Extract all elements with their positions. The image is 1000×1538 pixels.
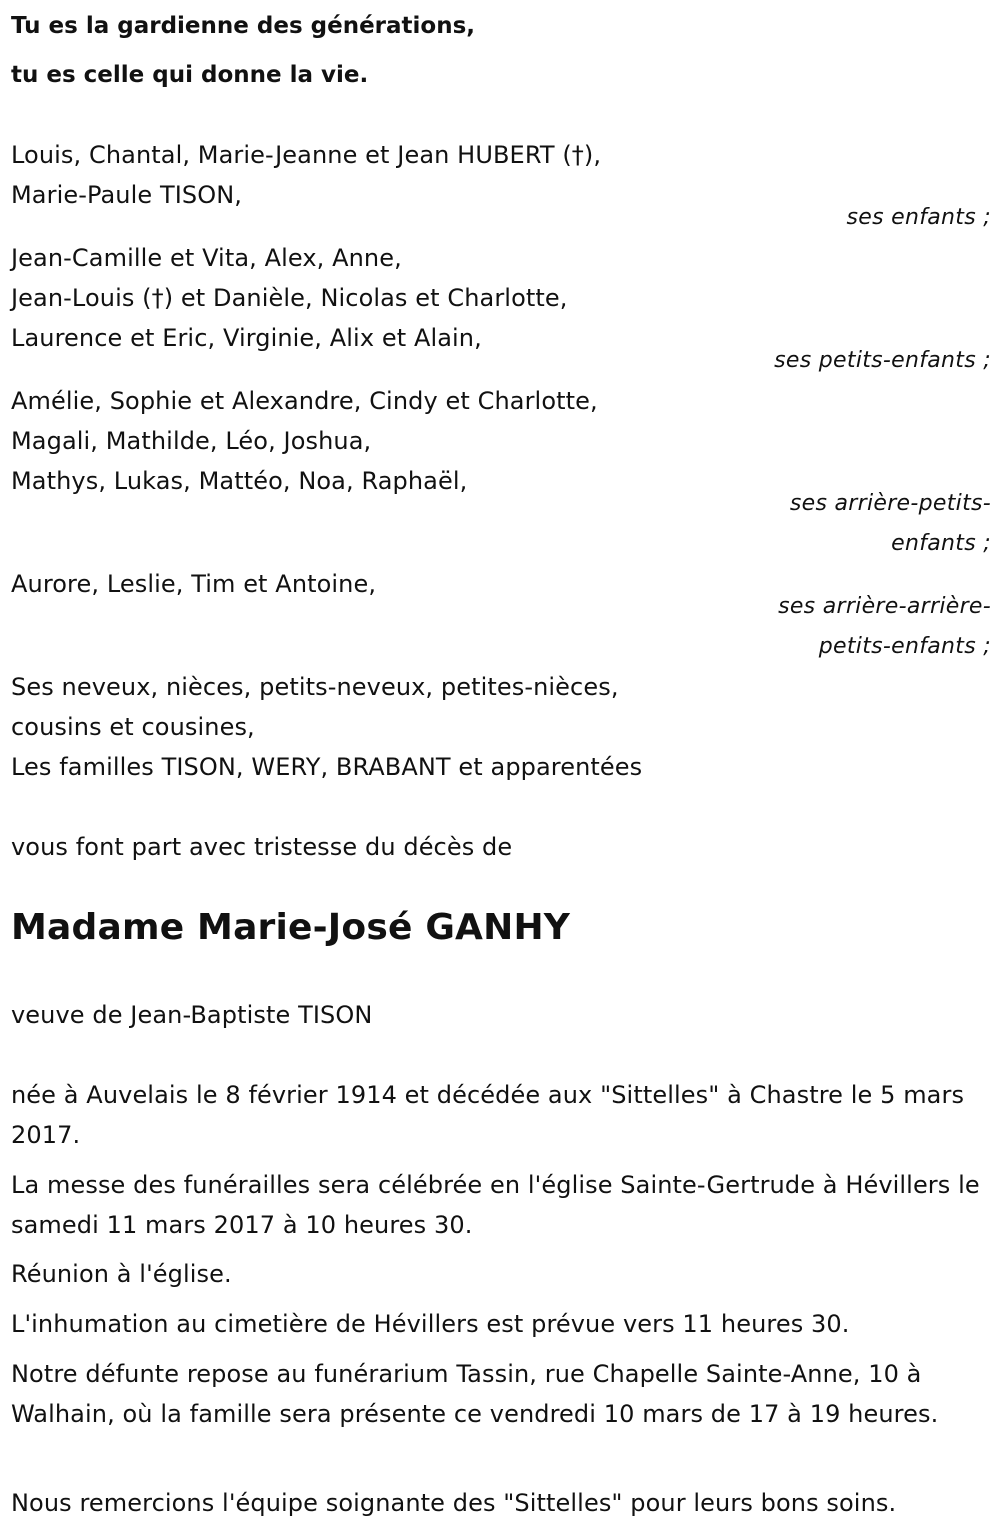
epigraph-line-1: Tu es la gardienne des générations, bbox=[11, 13, 476, 39]
funeral-mass-paragraph: La messe des funérailles sera célébrée en l'église Sainte-Gertrude à Hévillers le samedi 11 mars 2017 à 10 heures 30. bbox=[11, 1171, 980, 1239]
great-grandchildren-line-1: Amélie, Sophie et Alexandre, Cindy et Charlotte, bbox=[11, 387, 598, 415]
grandchildren-line-2: Jean-Louis (†) et Danièle, Nicolas et Charlotte, bbox=[11, 284, 568, 312]
deceased-name: Madame Marie-José GANHY bbox=[11, 907, 571, 948]
relation-grandchildren: ses petits-enfants ; bbox=[774, 348, 991, 373]
children-line-1: Louis, Chantal, Marie-Jeanne et Jean HUBERT (†), bbox=[11, 141, 602, 169]
thanks-paragraph: Nous remercions l'équipe soignante des "Sittelles" pour leurs bons soins. bbox=[11, 1489, 897, 1517]
relation-great-grandchildren-1: ses arrière-petits- bbox=[789, 491, 991, 516]
grandchildren-line-3: Laurence et Eric, Virginie, Alix et Alain, bbox=[11, 324, 482, 352]
extended-family-line-1: Ses neveux, nièces, petits-neveux, petites-nièces, bbox=[11, 673, 619, 701]
extended-family-line-3: Les familles TISON, WERY, BRABANT et apparentées bbox=[11, 753, 643, 781]
grandchildren-line-1: Jean-Camille et Vita, Alex, Anne, bbox=[11, 244, 402, 272]
great-grandchildren-line-3: Mathys, Lukas, Mattéo, Noa, Raphaël, bbox=[11, 467, 468, 495]
relation-great-great-grandchildren-2: petits-enfants ; bbox=[818, 634, 991, 659]
funerarium-paragraph: Notre défunte repose au funérarium Tassin, rue Chapelle Sainte-Anne, 10 à Walhain, où la famille sera présente ce vendredi 10 mars de 17 à 19 heures. bbox=[11, 1360, 939, 1428]
announcement: vous font part avec tristesse du décès de bbox=[11, 833, 513, 861]
church-meeting-paragraph: Réunion à l'église. bbox=[11, 1260, 232, 1288]
relation-children: ses enfants ; bbox=[846, 205, 991, 230]
extended-family-line-2: cousins et cousines, bbox=[11, 713, 255, 741]
great-great-grandchildren-line-1: Aurore, Leslie, Tim et Antoine, bbox=[11, 570, 377, 598]
children-line-2: Marie-Paule TISON, bbox=[11, 181, 242, 209]
relation-great-great-grandchildren-1: ses arrière-arrière- bbox=[778, 594, 991, 619]
birth-death-paragraph: née à Auvelais le 8 février 1914 et décédée aux "Sittelles" à Chastre le 5 mars 2017. bbox=[11, 1081, 965, 1149]
burial-paragraph: L'inhumation au cimetière de Hévillers est prévue vers 11 heures 30. bbox=[11, 1310, 850, 1338]
great-grandchildren-line-2: Magali, Mathilde, Léo, Joshua, bbox=[11, 427, 372, 455]
relation-great-grandchildren-2: enfants ; bbox=[891, 531, 991, 556]
widow-of: veuve de Jean-Baptiste TISON bbox=[11, 1001, 373, 1029]
epigraph-line-2: tu es celle qui donne la vie. bbox=[11, 62, 369, 88]
